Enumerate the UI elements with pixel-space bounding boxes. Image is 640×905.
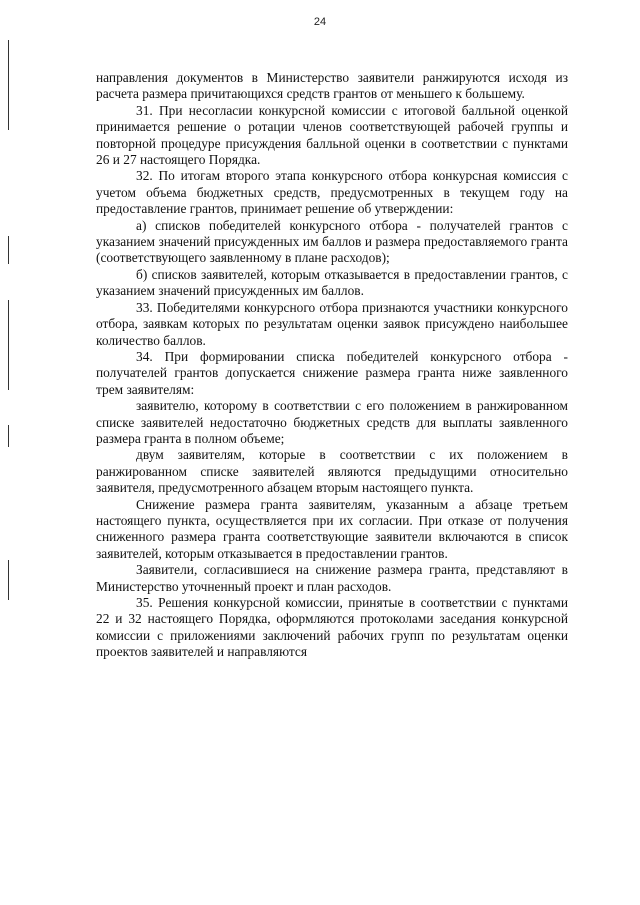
paragraph: а) списков победителей конкурсного отбора - получателей грантов с указанием значений присужденных им баллов и размера предоставляемого гранта (соответствующего заявленному в плане расходов); [96, 217, 568, 266]
paragraph: 35. Решения конкурсной комиссии, принятые в соответствии с пунктами 22 и 32 настоящего Порядка, оформляются протоколами заседания конкурсной комиссии с приложениями заключений рабочих групп по результатам оценки проектов заявителей и направляются [96, 595, 568, 660]
paragraph: заявителю, которому в соответствии с его положением в ранжированном списке заявителей недостаточно бюджетных средств для выплаты заявленного размера гранта в полном объеме; [96, 398, 568, 446]
scan-margin-line [8, 236, 9, 264]
paragraph: Заявители, согласившиеся на снижение размера гранта, представляют в Министерство уточненный проект и план расходов. [96, 562, 568, 594]
scan-margin-line [8, 560, 9, 600]
paragraph: 34. При формировании списка победителей конкурсного отбора - получателей грантов допускается снижение размера гранта ниже заявленного трем заявителям: [96, 348, 568, 397]
scan-margin-line [8, 300, 9, 390]
paragraph: Снижение размера гранта заявителям, указанным а абзаце третьем настоящего пункта, осуществляется при их согласии. При отказе от получения сниженного размера гранта соответствующие заявители включаются в список заявителей, которым отказывается в предоставлении грантов. [96, 496, 568, 561]
paragraph: 33. Победителями конкурсного отбора признаются участники конкурсного отбора, заявкам которых по результатам оценки заявок присуждено наибольшее количество баллов. [96, 299, 568, 348]
scan-margin-line [8, 425, 9, 447]
scan-margin-line [8, 40, 9, 130]
paragraph: направления документов в Министерство заявители ранжируются исходя из расчета размера причитающихся средств грантов от меньшего к большему. [96, 70, 568, 102]
paragraph: двум заявителям, которые в соответствии с их положением в ранжированном списке заявителей являются предыдущими относительно заявителя, предусмотренного абзацем вторым настоящего пункта. [96, 447, 568, 496]
paragraph: б) списков заявителей, которым отказывается в предоставлении грантов, с указанием значений присужденных им баллов. [96, 266, 568, 299]
page-number: 24 [313, 16, 327, 28]
paragraph: 31. При несогласии конкурсной комиссии с итоговой балльной оценкой принимается решение о ротации членов соответствующей рабочей группы и повторной процедуре присуждения балльной оценки в соответствии с пунктами 26 и 27 настоящего Порядка. [96, 102, 568, 168]
document-body [96, 70, 568, 661]
paragraph: 32. По итогам второго этапа конкурсного отбора конкурсная комиссия с учетом объема бюджетных средств, предусмотренных в текущем году на предоставление грантов, принимает решение об утверждении: [96, 168, 568, 217]
